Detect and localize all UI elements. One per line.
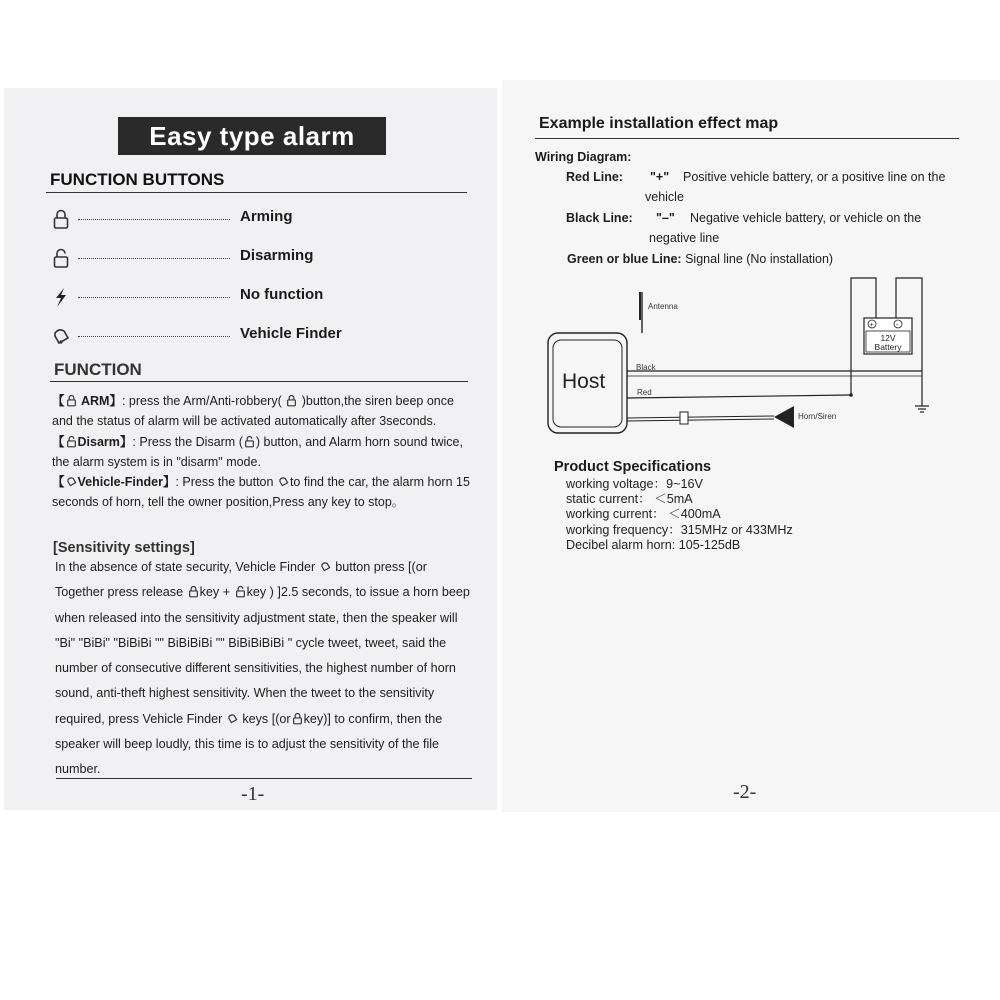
lock-closed-icon bbox=[285, 394, 298, 407]
battery-label: Battery bbox=[874, 342, 902, 352]
spec-item: static current： ＜5mA bbox=[566, 492, 693, 507]
bracket-close: 】 bbox=[109, 394, 122, 408]
arm-description bbox=[52, 391, 472, 432]
connector bbox=[680, 412, 688, 424]
sensitivity-heading: [Sensitivity settings] bbox=[53, 540, 195, 556]
spec-item: Decibel alarm horn: 105-125dB bbox=[566, 537, 741, 552]
dotted-leader bbox=[78, 336, 230, 337]
lock-closed-icon bbox=[65, 394, 78, 407]
signal-line-row bbox=[567, 249, 833, 269]
button-row-vehicle-finder bbox=[50, 323, 380, 349]
function-description bbox=[52, 391, 472, 513]
horn-wire-2 bbox=[627, 419, 774, 421]
button-row-no-function bbox=[50, 284, 380, 310]
sensitivity-text-6: key)] to confirm, then the speaker will beep loudly, this time is to adjust the sensitivity of the file number. bbox=[55, 711, 443, 777]
bracket-close: 】 bbox=[162, 475, 176, 490]
sensitivity-description bbox=[55, 555, 473, 783]
button-row-arming bbox=[50, 206, 380, 232]
spec-item: working current： ＜400mA bbox=[566, 507, 721, 522]
wiring-diagram bbox=[540, 270, 960, 440]
function-heading: FUNCTION bbox=[54, 360, 142, 379]
disarm-text-2: ) button, and Alarm horn sound twice, the alarm system is in "disarm" mode. bbox=[52, 434, 463, 469]
button-label-disarming: Disarming bbox=[240, 247, 314, 264]
signal-line-label: Green or blue Line: bbox=[567, 252, 682, 266]
antenna-label: Antenna bbox=[648, 302, 678, 311]
specs-heading: Product Specifications bbox=[554, 459, 712, 475]
finder-text-2: to find the car, the alarm horn 15 seconds of horn, tell the owner position,Press any key to stop。 bbox=[52, 475, 470, 510]
page-title: Easy type alarm bbox=[118, 117, 386, 155]
bracket-open: 【 bbox=[52, 434, 65, 449]
bell-icon bbox=[319, 560, 332, 573]
minus-symbol: - bbox=[896, 322, 899, 329]
dotted-leader bbox=[78, 297, 230, 298]
black-line-label: Black Line: bbox=[566, 211, 633, 225]
button-label-arming: Arming bbox=[240, 208, 293, 225]
bell-icon bbox=[50, 325, 72, 347]
host-label: Host bbox=[562, 370, 606, 393]
spec-item: working frequency：315MHz or 433MHz bbox=[566, 522, 793, 537]
sensitivity-text-5: keys [(or bbox=[242, 711, 291, 726]
lock-open-icon bbox=[65, 435, 78, 448]
finder-text-1: : Press the button bbox=[175, 475, 274, 490]
dotted-leader bbox=[78, 219, 230, 220]
heading-rule bbox=[46, 192, 467, 193]
plus-sign: "+" bbox=[650, 170, 670, 184]
horn-siren-icon bbox=[774, 406, 794, 428]
bell-icon bbox=[65, 475, 78, 488]
installation-title: Example installation effect map bbox=[539, 115, 779, 132]
black-label: Black bbox=[636, 363, 656, 372]
disarm-text-1: : Press the Disarm ( bbox=[132, 434, 243, 449]
button-row-disarming bbox=[50, 245, 380, 271]
sensitivity-text-4: key ) ]2.5 seconds, to issue a horn beep when released into the sensitivity adjustment state, then the speaker will "Bi" "BiBi" "BiBiBi "" BiBiBiBi "" BiBiBiBiBi " cycle tweet, tweet, said the number of consecutive different sensitivities, the highest number of horn sound, anti-theft highest sensitivity. When the tweet to the sensitivity required, press Vehicle Finder bbox=[55, 585, 470, 726]
red-line-label: Red Line: bbox=[566, 170, 623, 184]
plus-symbol: + bbox=[869, 322, 874, 329]
disarm-description bbox=[52, 432, 472, 473]
button-label-no-function: No function bbox=[240, 286, 324, 303]
horn-wire bbox=[627, 416, 774, 418]
finder-label: Vehicle-Finder bbox=[77, 475, 163, 490]
bracket-close: 】 bbox=[119, 434, 133, 449]
disarm-label: Disarm bbox=[77, 434, 120, 449]
red-line-text: Positive vehicle battery, or a positive line on the vehicle bbox=[645, 170, 946, 204]
page-number-right: -2- bbox=[733, 781, 757, 803]
arm-text-1: : press the Arm/Anti-robbery( bbox=[121, 394, 282, 408]
specs-list bbox=[566, 477, 793, 553]
wiring-heading: Wiring Diagram: bbox=[535, 150, 632, 164]
sensitivity-text-3: key + bbox=[199, 585, 231, 600]
dotted-leader bbox=[78, 258, 230, 259]
lock-open-icon bbox=[243, 435, 256, 448]
bell-icon bbox=[277, 475, 290, 488]
spec-item: working voltage：9~16V bbox=[566, 477, 703, 491]
red-wire bbox=[627, 395, 851, 398]
bottom-rule bbox=[56, 778, 472, 779]
lightning-icon bbox=[50, 286, 72, 308]
lock-closed-icon bbox=[291, 712, 304, 725]
page-number-left: -1- bbox=[241, 783, 265, 805]
bracket-open: 【 bbox=[52, 475, 65, 490]
sensitivity-text-2: button press [(or Together press release bbox=[55, 560, 427, 600]
black-line-text: Negative vehicle battery, or vehicle on the negative line bbox=[649, 211, 922, 245]
bracket-open: 【 bbox=[52, 394, 65, 408]
battery-voltage: 12V bbox=[880, 333, 896, 343]
lock-closed-icon bbox=[187, 585, 200, 598]
signal-line-text: Signal line (No installation) bbox=[685, 252, 834, 266]
horn-label: Horn/Siren bbox=[798, 412, 837, 421]
arm-text-2: )button,the siren beep once and the status of alarm will be activated automatically after 3seconds. bbox=[52, 394, 454, 429]
finder-description bbox=[52, 472, 472, 513]
red-label: Red bbox=[637, 388, 652, 397]
sensitivity-text-1: In the absence of state security, Vehicle Finder bbox=[55, 560, 316, 574]
minus-sign: "–" bbox=[656, 211, 675, 225]
arm-label: ARM bbox=[81, 394, 110, 408]
bell-icon bbox=[226, 712, 239, 725]
lock-closed-icon bbox=[50, 208, 72, 230]
heading-rule bbox=[535, 138, 959, 139]
black-line-row bbox=[566, 208, 633, 228]
heading-rule bbox=[50, 381, 468, 382]
lock-open-icon bbox=[234, 585, 247, 598]
lock-open-icon bbox=[50, 247, 72, 269]
function-buttons-heading: FUNCTION BUTTONS bbox=[50, 170, 225, 189]
button-label-vehicle-finder: Vehicle Finder bbox=[240, 325, 342, 342]
